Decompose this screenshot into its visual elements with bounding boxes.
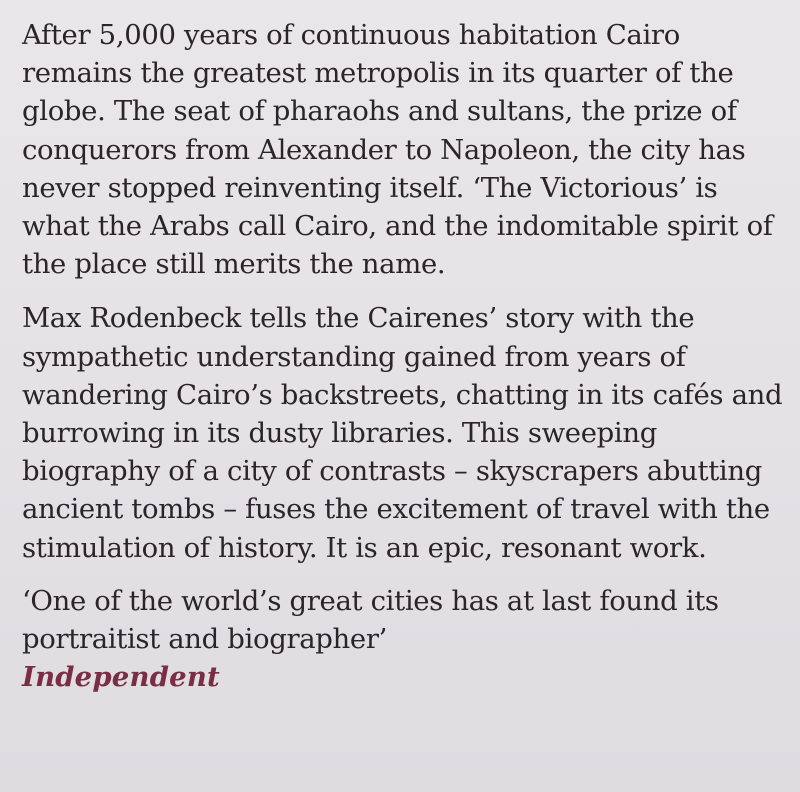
text-line: the place still merits the name. bbox=[22, 248, 446, 281]
quote-line: ‘One of the world’s great cities has at last found its bbox=[22, 584, 719, 617]
text-line: biography of a city of contrasts – skyscrapers abutting bbox=[22, 455, 762, 488]
blurb-text bbox=[22, 16, 792, 696]
text-line: burrowing in its dusty libraries. This sweeping bbox=[22, 417, 657, 450]
text-line: remains the greatest metropolis in its quarter of the bbox=[22, 57, 734, 90]
quote-line: portraitist and biographer’ bbox=[22, 623, 388, 656]
text-line: conquerors from Alexander to Napoleon, the city has bbox=[22, 133, 746, 166]
text-line: stimulation of history. It is an epic, resonant work. bbox=[22, 531, 707, 564]
text-line: what the Arabs call Cairo, and the indomitable spirit of bbox=[22, 210, 773, 243]
description-paragraph-1 bbox=[22, 16, 792, 283]
text-line: sympathetic understanding gained from years of bbox=[22, 340, 686, 373]
text-line: never stopped reinventing itself. ‘The Victorious’ is bbox=[22, 171, 718, 204]
text-line: globe. The seat of pharaohs and sultans, the prize of bbox=[22, 95, 737, 128]
review-quote bbox=[22, 582, 792, 696]
text-line: Max Rodenbeck tells the Cairenes’ story with the bbox=[22, 302, 695, 335]
quote-source: Independent bbox=[22, 661, 220, 694]
text-line: wandering Cairo’s backstreets, chatting in its cafés and bbox=[22, 378, 783, 411]
text-line: ancient tombs – fuses the excitement of travel with the bbox=[22, 493, 770, 526]
description-paragraph-2 bbox=[22, 299, 792, 566]
text-line: After 5,000 years of continuous habitation Cairo bbox=[22, 19, 680, 51]
